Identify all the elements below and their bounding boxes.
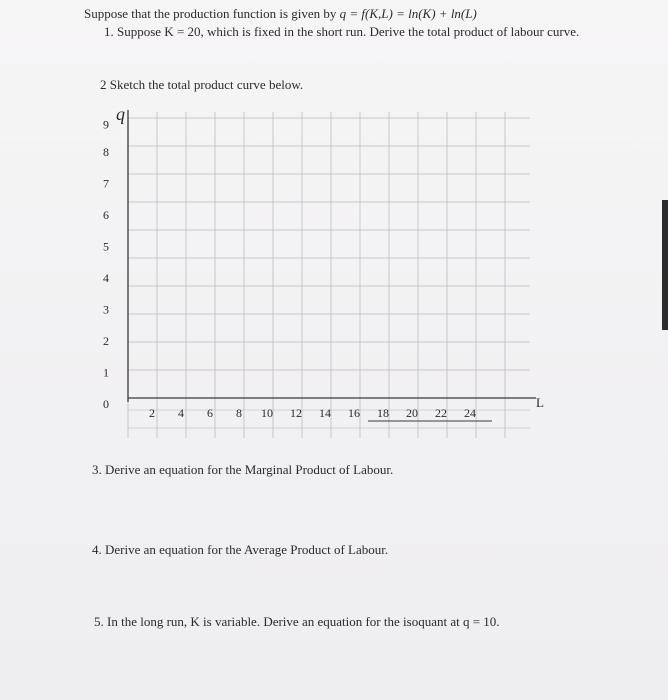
graph-grid — [128, 112, 530, 438]
x-tick-label: 16 — [348, 406, 360, 420]
question-4: 4. Derive an equation for the Average Product of Labour. — [92, 542, 389, 557]
y-tick-label: 1 — [103, 365, 109, 380]
x-tick-label: 20 — [406, 406, 418, 420]
x-tick-label: 22 — [435, 406, 447, 420]
x-tick-label: 14 — [319, 406, 331, 420]
x-tick-label: 4 — [178, 406, 184, 420]
y-tick-label: 9 — [103, 117, 109, 132]
question-2: 2 Sketch the total product curve below. — [100, 77, 304, 92]
x-tick-label: 12 — [290, 406, 302, 420]
y-axis-label: q — [116, 104, 125, 124]
question-5: 5. In the long run, K is variable. Derive an equation for the isoquant at q = 10. — [94, 614, 500, 629]
question-1: 1. Suppose K = 20, which is fixed in the short run. Derive the total product of labour curve. — [104, 24, 580, 39]
y-tick-label: 2 — [103, 334, 109, 348]
graph-axis-labels — [116, 104, 544, 410]
x-tick-label: 6 — [207, 406, 213, 420]
y-tick-label: 7 — [103, 176, 109, 191]
y-tick-label: 8 — [103, 145, 109, 159]
y-tick-label: 6 — [103, 208, 109, 222]
x-tick-label: 24 — [464, 406, 476, 420]
question-3: 3. Derive an equation for the Marginal Product of Labour. — [92, 462, 394, 477]
x-tick-label: 18 — [377, 406, 389, 420]
graph-tick-labels — [103, 118, 492, 422]
x-axis-label: L — [536, 395, 544, 410]
production-function: q = f(K,L) = ln(K) + ln(L) — [339, 6, 477, 21]
y-tick-label: 3 — [103, 302, 109, 317]
x-tick-label: 2 — [149, 406, 155, 420]
y-tick-label: 0 — [103, 397, 109, 411]
x-tick-label: 10 — [261, 406, 273, 420]
graph-axes — [128, 110, 536, 402]
y-tick-label: 4 — [103, 271, 109, 285]
y-tick-label: 5 — [103, 239, 109, 254]
x-tick-label: 8 — [236, 406, 242, 420]
intro-prefix: Suppose that the production function is given by — [84, 6, 340, 21]
